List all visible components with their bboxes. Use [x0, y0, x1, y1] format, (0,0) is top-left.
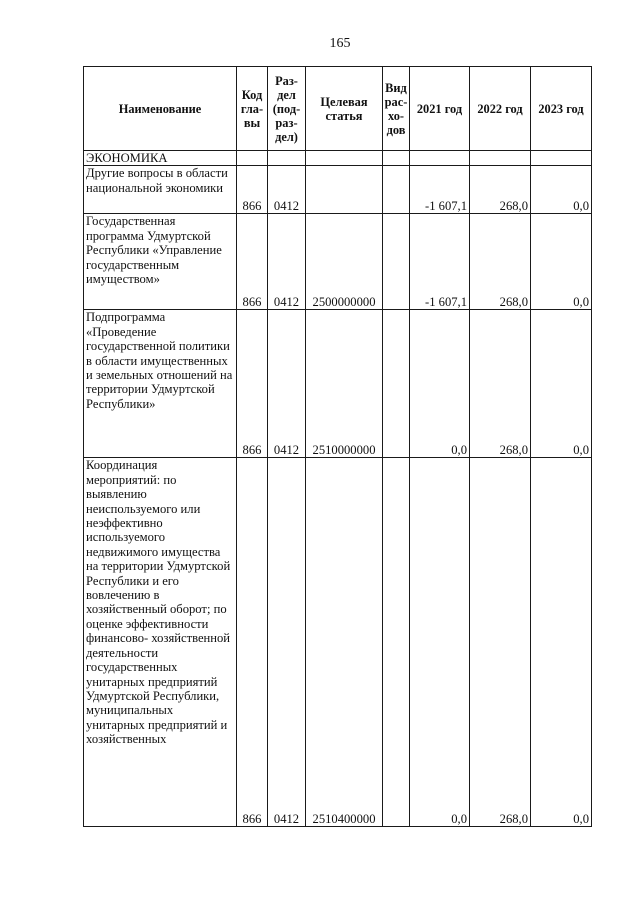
row-section: 0412 [268, 458, 306, 827]
page-number: 165 [329, 36, 351, 51]
empty-cell [531, 151, 592, 166]
row-year-2023: 0,0 [531, 214, 592, 310]
row-expense-type [383, 458, 410, 827]
table-row [84, 458, 592, 827]
empty-cell [470, 151, 531, 166]
row-year-2021: 0,0 [410, 310, 470, 458]
row-target-article: 2500000000 [306, 214, 383, 310]
row-section: 0412 [268, 166, 306, 214]
section-row [84, 151, 592, 166]
row-chapter-code: 866 [237, 458, 268, 827]
row-name: Другие вопросы в области национальной экономики [84, 166, 237, 214]
row-target-article [306, 166, 383, 214]
empty-cell [383, 151, 410, 166]
header-year-2023: 2023 год [531, 67, 592, 151]
row-chapter-code: 866 [237, 310, 268, 458]
row-name: Государственная программа Удмуртской Республики «Управление государственным имуществом» [84, 214, 237, 310]
empty-cell [268, 151, 306, 166]
row-year-2021: -1 607,1 [410, 214, 470, 310]
row-year-2021: -1 607,1 [410, 166, 470, 214]
row-expense-type [383, 310, 410, 458]
row-expense-type [383, 214, 410, 310]
header-section: Раз- дел (под- раз- дел) [268, 67, 306, 151]
header-year-2021: 2021 год [410, 67, 470, 151]
row-year-2023: 0,0 [531, 166, 592, 214]
row-target-article: 2510400000 [306, 458, 383, 827]
empty-cell [237, 151, 268, 166]
row-section: 0412 [268, 214, 306, 310]
row-year-2022: 268,0 [470, 166, 531, 214]
header-year-2022: 2022 год [470, 67, 531, 151]
row-expense-type [383, 166, 410, 214]
row-year-2021: 0,0 [410, 458, 470, 827]
row-section: 0412 [268, 310, 306, 458]
table-row [84, 310, 592, 458]
row-year-2022: 268,0 [470, 214, 531, 310]
table-header-row [84, 67, 592, 151]
row-name: Координация мероприятий: по выявлению неиспользуемого или неэффективно используемого недвижимого имущества на территории Удмуртской Республики и его вовлечению в хозяйственный оборот; по оценке эффективности финансово- хозяйственной деятельности государственных унитарных предприятий Удмуртской Республики, муниципальных унитарных предприятий и хозяйственных [84, 458, 237, 827]
header-target-article: Целевая статья [306, 67, 383, 151]
header-expense-type: Вид рас- хо- дов [383, 67, 410, 151]
section-title: ЭКОНОМИКА [84, 151, 237, 166]
row-year-2023: 0,0 [531, 310, 592, 458]
empty-cell [410, 151, 470, 166]
table-row [84, 166, 592, 214]
empty-cell [306, 151, 383, 166]
header-name: Наименование [84, 67, 237, 151]
header-chapter-code: Код гла- вы [237, 67, 268, 151]
budget-table [83, 66, 592, 827]
row-chapter-code: 866 [237, 214, 268, 310]
row-target-article: 2510000000 [306, 310, 383, 458]
row-year-2022: 268,0 [470, 458, 531, 827]
row-chapter-code: 866 [237, 166, 268, 214]
row-year-2022: 268,0 [470, 310, 531, 458]
table-row [84, 214, 592, 310]
row-year-2023: 0,0 [531, 458, 592, 827]
row-name: Подпрограмма «Проведение государственной политики в области имущественных и земельных отношений на территории Удмуртской Республики» [84, 310, 237, 458]
